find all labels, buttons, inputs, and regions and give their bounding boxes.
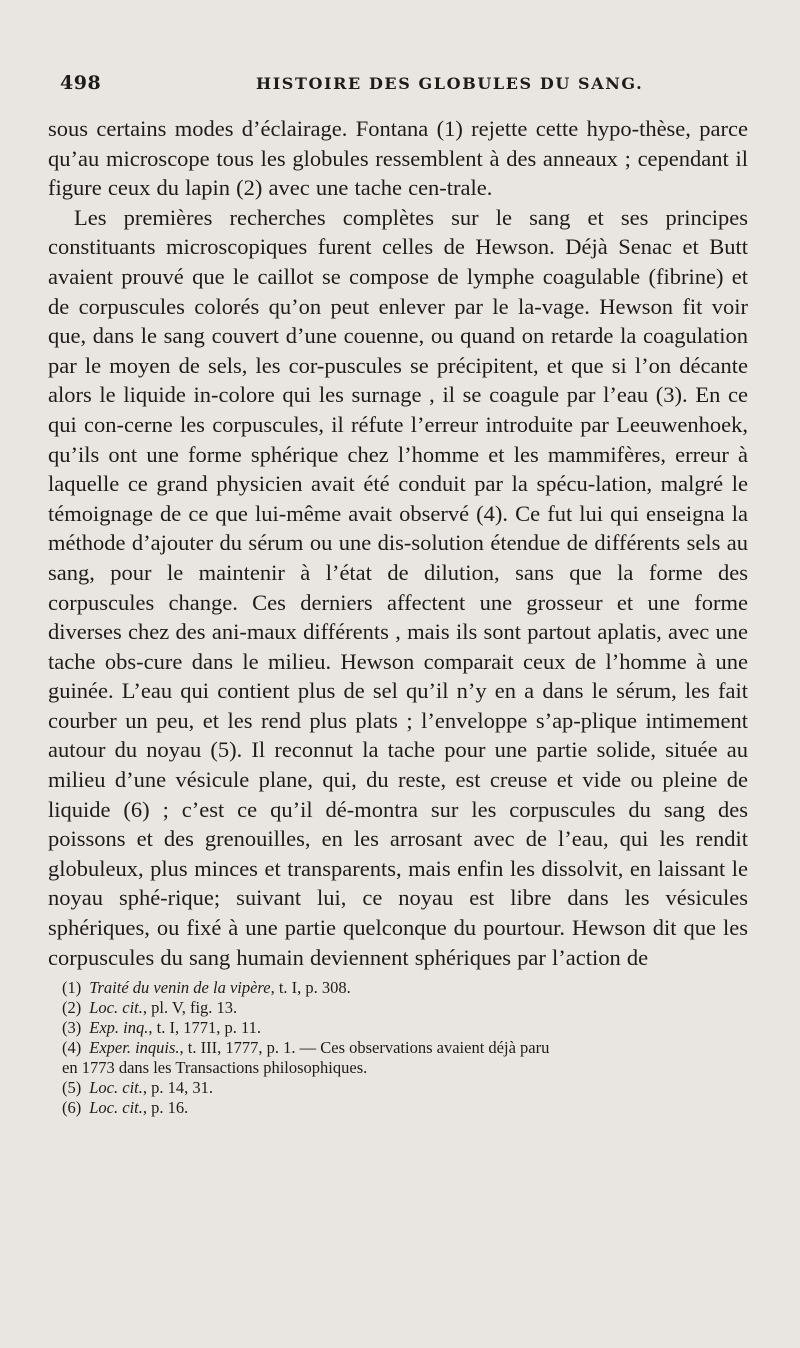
footnote-6: (6) Loc. cit., p. 16.: [62, 1098, 189, 1118]
footnote-2: (2) Loc. cit., pl. V, fig. 13.: [62, 998, 238, 1018]
body-text: [48, 114, 748, 972]
footnote-1: (1) Traité du venin de la vipère, t. I, p. 308.: [62, 978, 351, 998]
paragraph-hewson: Les premières recherches complètes sur le sang et ses principes constituants microscopiques furent celles de Hewson. Déjà Senac et Butt avaient prouvé que le caillot se compose de lymphe coagulable (fibrine) et de corpuscules colorés qu’on peut enlever par le la-vage. Hewson fit voir que, dans le sang couvert d’une couenne, ou quand on retarde la coagulation par le moyen de sels, les cor-puscules se précipitent, et que si l’on décante alors le liquide in-colore qui les surnage , il se coagule par l’eau (3). En ce qui con-cerne les corpuscules, il réfute l’erreur introduite par Leeuwenhoek, qu’ils ont une forme sphérique chez l’homme et les mammifères, erreur à laquelle ce grand physicien avait été conduit par la spécu-lation, malgré le témoignage de ce que lui-même avait observé (4). Ce fut lui qui enseigna la méthode d’ajouter du sérum ou une dis-solution étendue de différents sels au sang, pour le maintenir à l’état de dilution, sans que la forme des corpuscules change. Ces derniers affectent une grosseur et une forme diverses chez des ani-maux différents , mais ils sont partout aplatis, avec une tache obs-cure dans le milieu. Hewson comparait ceux de l’homme à une guinée. L’eau qui contient plus de sel qu’il n’y en a dans le sérum, les fait courber un peu, et les rend plus plats ; l’enveloppe s’ap-plique intimement autour du noyau (5). Il reconnut la tache pour une partie solide, située au milieu d’une vésicule plane, qui, du reste, est creuse et vide ou pleine de liquide (6) ; c’est ce qu’il dé-montra sur les corpuscules du sang des poissons et des grenouilles, en les arrosant avec de l’eau, qui les rendit globuleux, plus minces et transparents, mais enfin les dissolvit, en laissant le noyau sphé-rique; suivant lui, ce noyau est libre dans les vésicules sphériques, ou fixé à une partie quelconque du pourtour. Hewson dit que les corpuscules du sang humain deviennent sphériques par l’action de: [48, 204, 748, 970]
footnote-4-continuation: en 1773 dans les Transactions philosophiques.: [62, 1058, 368, 1078]
page-number: 498: [60, 72, 102, 94]
footnote-3: (3) Exp. inq., t. I, 1771, p. 11.: [62, 1018, 261, 1038]
footnote-4: (4) Exper. inquis., t. III, 1777, p. 1. — Ces observations avaient déjà paru: [62, 1038, 550, 1058]
running-head: [48, 72, 748, 106]
running-title: HISTOIRE DES GLOBULES DU SANG.: [256, 74, 644, 93]
paragraph-continuation: sous certains modes d’éclairage. Fontana (1) rejette cette hypo-thèse, parce qu’au microscope tous les globules ressemblent à des anneaux ; cependant il figure ceux du lapin (2) avec une tache cen-trale.: [48, 116, 748, 201]
footnotes: [48, 978, 748, 1118]
footnote-5: (5) Loc. cit., p. 14, 31.: [62, 1078, 213, 1098]
